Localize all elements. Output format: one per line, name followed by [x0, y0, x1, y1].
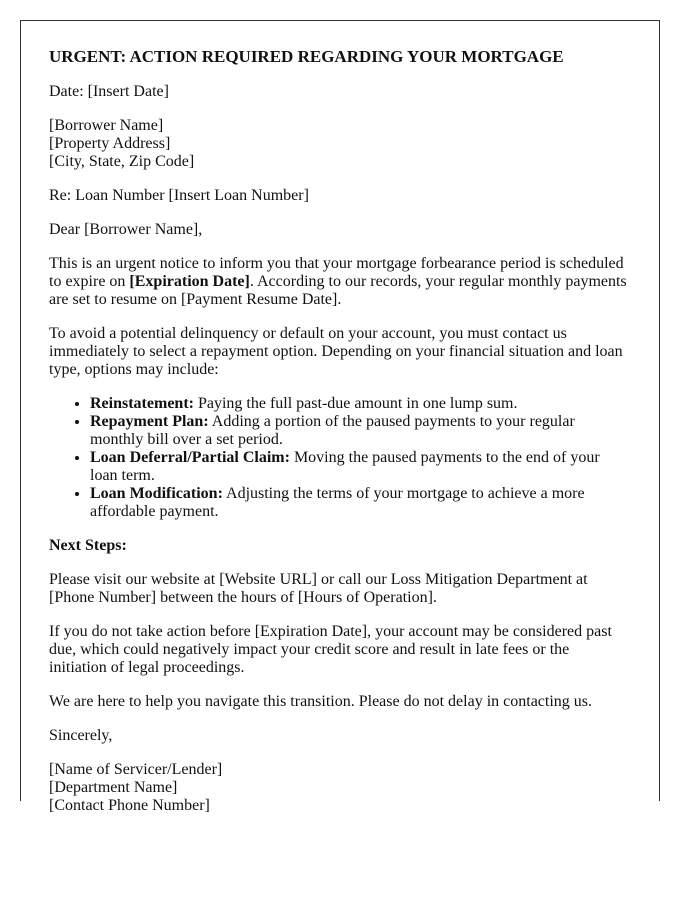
- signature-department: [Department Name]: [49, 779, 178, 796]
- recipient-block: [49, 117, 631, 171]
- option-item: [90, 449, 631, 485]
- paragraph-consequences: If you do not take action before [Expiration Date], your account may be considered past due, which could negatively impact your credit score and result in late fees or the initiation of legal proceedings.: [49, 623, 612, 676]
- re-line: Re: Loan Number [Insert Loan Number]: [49, 187, 309, 204]
- option-item: [90, 395, 631, 413]
- closing: Sincerely,: [49, 727, 113, 744]
- letter-body: [21, 21, 659, 815]
- signature-block: [49, 761, 631, 815]
- para1-before: This is an urgent notice to inform you that your mortgage forbearance period is scheduled to expire on: [49, 255, 624, 290]
- option-term: Loan Deferral/Partial Claim:: [90, 449, 290, 466]
- next-steps-heading: [49, 537, 631, 555]
- option-term: Loan Modification:: [90, 485, 223, 502]
- option-term: Repayment Plan:: [90, 413, 209, 430]
- signature-lender: [Name of Servicer/Lender]: [49, 761, 223, 778]
- expiration-date-bold: [Expiration Date]: [129, 273, 250, 290]
- option-desc: Adding a portion of the paused payments to your regular monthly bill over a set period.: [90, 413, 575, 448]
- letter-frame: [20, 20, 660, 814]
- recipient-city-state-zip: [City, State, Zip Code]: [49, 153, 195, 170]
- paragraph-repayment-intro: To avoid a potential delinquency or default on your account, you must contact us immediately to select a repayment option. Depending on your financial situation and loan type, options may include:: [49, 325, 623, 378]
- option-desc: Paying the full past-due amount in one lump sum.: [193, 395, 518, 412]
- para1-after: . According to our records, your regular monthly payments are set to resume on [Payment Resume Date].: [49, 273, 627, 308]
- repayment-options-list: [49, 395, 631, 521]
- paragraph-contact-info: Please visit our website at [Website URL] or call our Loss Mitigation Department at [Phone Number] between the hours of [Hours of Operation].: [49, 571, 588, 606]
- date-line: Date: [Insert Date]: [49, 83, 169, 100]
- option-item: [90, 485, 631, 521]
- signature-contact: [Contact Phone Number]: [49, 797, 210, 814]
- option-desc: Adjusting the terms of your mortgage to achieve a more affordable payment.: [90, 485, 585, 520]
- option-item: [90, 413, 631, 449]
- option-term: Reinstatement:: [90, 395, 194, 412]
- option-desc: Moving the paused payments to the end of your loan term.: [90, 449, 600, 484]
- salutation: Dear [Borrower Name],: [49, 221, 203, 238]
- recipient-address: [Property Address]: [49, 135, 171, 152]
- letter-title: URGENT: ACTION REQUIRED REGARDING YOUR MORTGAGE: [49, 47, 564, 66]
- recipient-name: [Borrower Name]: [49, 117, 164, 134]
- paragraph-help: We are here to help you navigate this transition. Please do not delay in contacting us.: [49, 693, 593, 710]
- next-steps-label: Next Steps:: [49, 537, 127, 554]
- paragraph-forbearance-notice: [49, 255, 631, 309]
